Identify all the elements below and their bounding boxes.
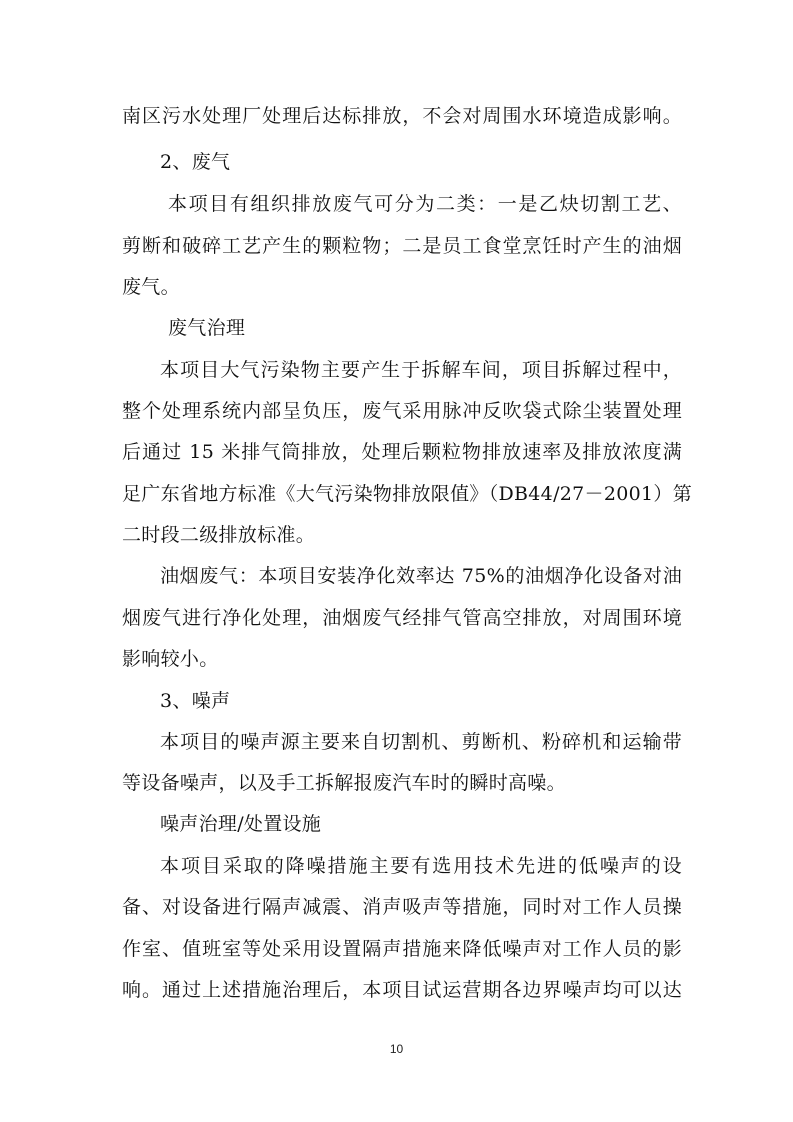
- section-heading-noise: 3、噪声: [160, 690, 231, 712]
- paragraph-line: 后通过 15 米排气筒排放，处理后颗粒物排放速率及排放浓度满: [122, 441, 682, 463]
- section-heading-waste-gas: 2、废气: [160, 151, 231, 173]
- paragraph-line: 足广东省地方标准《大气污染物排放限值》（DB44/27－2001）第: [122, 483, 693, 505]
- paragraph-line: 响。通过上述措施治理后，本项目试运营期各边界噪声均可以达: [122, 979, 682, 1001]
- paragraph-line: 南区污水处理厂处理后达标排放，不会对周围水环境造成影响。: [122, 105, 682, 127]
- paragraph-line: 废气。: [122, 276, 180, 298]
- paragraph-line: 烟废气进行净化处理，油烟废气经排气管高空排放，对周围环境: [122, 607, 682, 629]
- paragraph-line: 油烟废气：本项目安装净化效率达 75%的油烟净化设备对油: [160, 565, 682, 587]
- paragraph-line: 作室、值班室等处采用设置隔声措施来降低噪声对工作人员的影: [122, 938, 682, 960]
- paragraph-line: 二时段二级排放标准。: [122, 524, 316, 546]
- paragraph-line: 影响较小。: [122, 648, 219, 670]
- subheading-waste-gas-treatment: 废气治理: [168, 317, 246, 339]
- paragraph-line: 本项目采取的降噪措施主要有选用技术先进的低噪声的设: [160, 855, 682, 877]
- paragraph-line: 备、对设备进行隔声减震、消声吸声等措施，同时对工作人员操: [122, 896, 682, 918]
- paragraph-line: 本项目大气污染物主要产生于拆解车间，项目拆解过程中，: [160, 359, 682, 381]
- page-number: 10: [389, 1042, 404, 1056]
- paragraph-line: 本项目有组织排放废气可分为二类：一是乙炔切割工艺、: [168, 193, 682, 215]
- paragraph-line: 本项目的噪声源主要来自切割机、剪断机、粉碎机和运输带: [160, 731, 682, 753]
- paragraph-line: 剪断和破碎工艺产生的颗粒物；二是员工食堂烹饪时产生的油烟: [122, 235, 682, 257]
- subheading-noise-treatment: 噪声治理/处置设施: [160, 813, 322, 835]
- paragraph-line: 等设备噪声，以及手工拆解报废汽车时的瞬时高噪。: [122, 772, 566, 794]
- paragraph-line: 整个处理系统内部呈负压，废气采用脉冲反吹袋式除尘装置处理: [122, 400, 682, 422]
